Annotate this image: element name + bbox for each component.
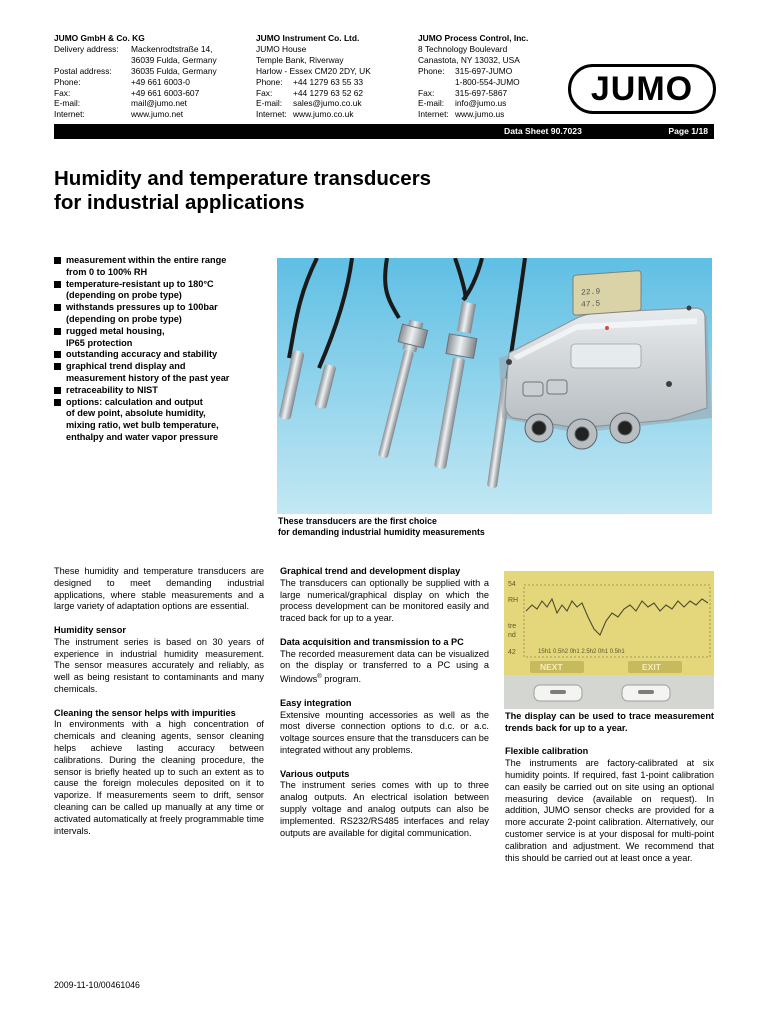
title-line-2: for industrial applications [54,191,305,214]
display-rh-label: RH [508,597,519,604]
display-caption: The display can be used to trace measurement trends back for up to a year. [505,711,714,733]
feature-text: measurement within the entire range [66,255,227,265]
data-sheet-number: Data Sheet 90.7023 [504,126,582,136]
feature-text: outstanding accuracy and stability [66,349,218,360]
display-exit-softkey: EXIT [642,662,661,672]
feature-text: IP65 protection [66,337,133,348]
address-key: Delivery address: [54,43,119,54]
feature-text: of dew point, absolute humidity, [66,408,206,419]
address-key [418,77,455,88]
address-value: 36039 Fulda, Germany [131,54,217,65]
page-number: Page 1/18 [668,126,708,136]
title-line-1: Humidity and temperature transducers [54,167,432,190]
data-text: The recorded measurement data can be visualized on the display or transferred to a PC using a Windows [280,648,489,685]
display-photo [504,571,714,709]
document-footer-code: 2009-11-10/00461046 [54,980,140,990]
address-usa [418,33,568,120]
address-value: +44 1279 63 52 62 [293,87,364,98]
address-key: Postal address: [54,65,112,76]
column-3 [505,711,714,876]
photo-caption [278,516,578,539]
feature-item-continued [54,432,269,444]
intro-paragraph: These humidity and temperature transducers are designed to meet demanding industrial applications, where stable measurements and a large variety of adaptation options are essential. [54,566,264,612]
display-x-axis-label: 15h1 0.5h2 0h1 2.5h2 0h1 0.5h1 [538,649,625,655]
address-value: www.jumo.co.uk [293,109,354,120]
feature-text: mixing ratio, wet bulb temperature, [66,420,219,431]
feature-text: enthalpy and water vapor pressure [66,431,219,442]
address-value: www.jumo.us [455,109,505,120]
display-nd-label: nd [508,632,516,639]
feature-item [54,279,269,291]
photo-caption-line-1: These transducers are the first choice [278,516,437,526]
column-2 [280,566,489,851]
section-heading-outputs: Various outputs [280,768,350,779]
feature-item [54,302,269,314]
calibration-paragraph: The instruments are factory-calibrated at six humidity points. If required, fast 1-point calibration can easily be carried out on site using an optional measuring device (available on request). In addition, JUMO sensor checks are provided for a more accurate 2-point calibration. Alternatively, our customer service is at your disposal for multi-point calibration and adjustment. We recommend that this should be carried out at least once a year. [505,758,714,863]
address-value: 315-697-5867 [455,87,508,98]
display-y-top-label: 54 [508,581,516,588]
address-key: Phone: [256,76,283,87]
address-value: Harlow - Essex CM20 2DY, UK [256,65,371,76]
feature-item-continued [54,267,269,279]
address-value: Temple Bank, Riverway [256,54,344,65]
product-photo [277,258,712,514]
section-heading-trend: Graphical trend and development display [280,566,461,576]
outputs-paragraph: The instrument series comes with up to three analog outputs. An electrical isolation between supply voltage and analog outputs can also be implemented. RS232/RS485 interfaces and relay outputs are available for digital communication. [280,780,489,838]
address-uk [256,33,416,120]
address-key: E-mail: [418,98,445,109]
address-value: Mackenrodtstraße 14, [131,43,213,54]
jumo-logo [568,64,716,114]
address-value: info@jumo.us [455,98,507,109]
svg-text:22.9: 22.9 [581,287,601,298]
easy-integration-paragraph: Extensive mounting accessories as well as the most diverse connection options to d.c. or a.c. voltage sources ensure that the transducers can be integrated without any problems. [280,709,489,756]
registered-mark: ® [317,674,322,681]
feature-text: options: calculation and output [66,396,203,407]
data-text-end: program. [321,674,362,685]
feature-text: rugged metal housing, [66,325,165,336]
address-key [54,55,131,66]
feature-item-continued [54,373,269,385]
address-key: Fax: [418,87,435,98]
company-name: JUMO GmbH & Co. KG [54,33,145,43]
feature-item-continued [54,338,269,350]
address-value: 8 Technology Boulevard [418,43,508,54]
address-key: Fax: [256,87,273,98]
feature-text: temperature-resistant up to 180°C [66,278,214,289]
address-value: 1-800-554-JUMO [455,76,520,87]
feature-item-continued [54,290,269,302]
display-y-bottom-label: 42 [508,649,516,656]
cleaning-paragraph: In environments with a high concentration of chemicals and cleaning agents, sensor cleaning helps achieve lasting accuracy between calibrations. During the cleaning procedure, the sensor is briefly heated up to such an extent as to cause the foreign molecules deposited on it to vaporize. If measurements seem to drift, sensor cleaning can be called up manually at any time or activated automatically at freely programmable time intervals. [54,719,264,836]
page-title [54,167,431,215]
section-heading-cleaning: Cleaning the sensor helps with impurities [54,707,236,718]
column-1 [54,566,264,849]
feature-text: withstands pressures up to 100bar [66,302,218,313]
svg-text:47.5: 47.5 [581,299,601,310]
section-heading-easy-integration: Easy integration [280,697,352,708]
address-key: Phone: [54,76,81,87]
feature-text: (depending on probe type) [66,290,182,301]
feature-text: retraceability to NIST [66,384,158,395]
data-acquisition-paragraph [280,649,489,686]
address-value: www.jumo.net [131,109,184,120]
display-illustration [504,571,714,709]
address-key: Internet: [54,109,85,120]
address-value: +44 1279 63 55 33 [293,76,364,87]
feature-text: (depending on probe type) [66,313,182,324]
section-heading-humidity-sensor: Humidity sensor [54,624,126,635]
section-heading-data-acquisition: Data acquisition and transmission to a PC [280,636,464,647]
logo-text: JUMO [590,69,694,108]
address-key: E-mail: [256,98,283,109]
address-key: Phone: [418,65,445,76]
address-key: Internet: [418,109,449,120]
feature-item-continued [54,420,269,432]
address-value: JUMO House [256,43,307,54]
feature-item [54,361,269,373]
section-heading-calibration: Flexible calibration [505,746,589,757]
photo-caption-line-2: for demanding industrial humidity measurements [278,527,485,538]
feature-item [54,326,269,338]
feature-item-continued [54,314,269,326]
company-name: JUMO Process Control, Inc. [418,33,529,43]
address-value: Canastota, NY 13032, USA [418,54,520,65]
address-key: Internet: [256,109,287,120]
address-value: +49 661 6003-607 [131,87,200,98]
address-germany [54,33,244,120]
address-value: 315-697-JUMO [455,65,513,76]
humidity-sensor-paragraph: The instrument series is based on 30 years of experience in industrial humidity measurement. The sensor measures accurately and reliably, as well as being resistant to contaminants and many chemicals. [54,636,264,694]
feature-text: from 0 to 100% RH [66,266,148,277]
feature-text: measurement history of the past year [66,372,230,383]
address-key: E-mail: [54,98,81,109]
display-trend-label: tre [508,623,517,630]
feature-item [54,349,269,361]
feature-text: graphical trend display and [66,361,186,372]
feature-list [54,255,269,444]
address-value: +49 661 6003-0 [131,76,190,87]
feature-item [54,385,269,397]
feature-item [54,255,269,267]
address-value: mail@jumo.net [131,98,187,109]
address-key: Fax: [54,87,71,98]
address-value: sales@jumo.co.uk [293,98,362,109]
display-next-softkey: NEXT [540,662,563,672]
address-value: 36035 Fulda, Germany [131,65,217,76]
trend-paragraph: The transducers can optionally be supplied with a large numerical/graphical display on which the process development can be monitored easily and traced back for up to a year. [280,577,489,624]
feature-item-continued [54,408,269,420]
company-name: JUMO Instrument Co. Ltd. [256,33,360,43]
feature-item [54,397,269,409]
data-sheet-bar [54,124,714,139]
